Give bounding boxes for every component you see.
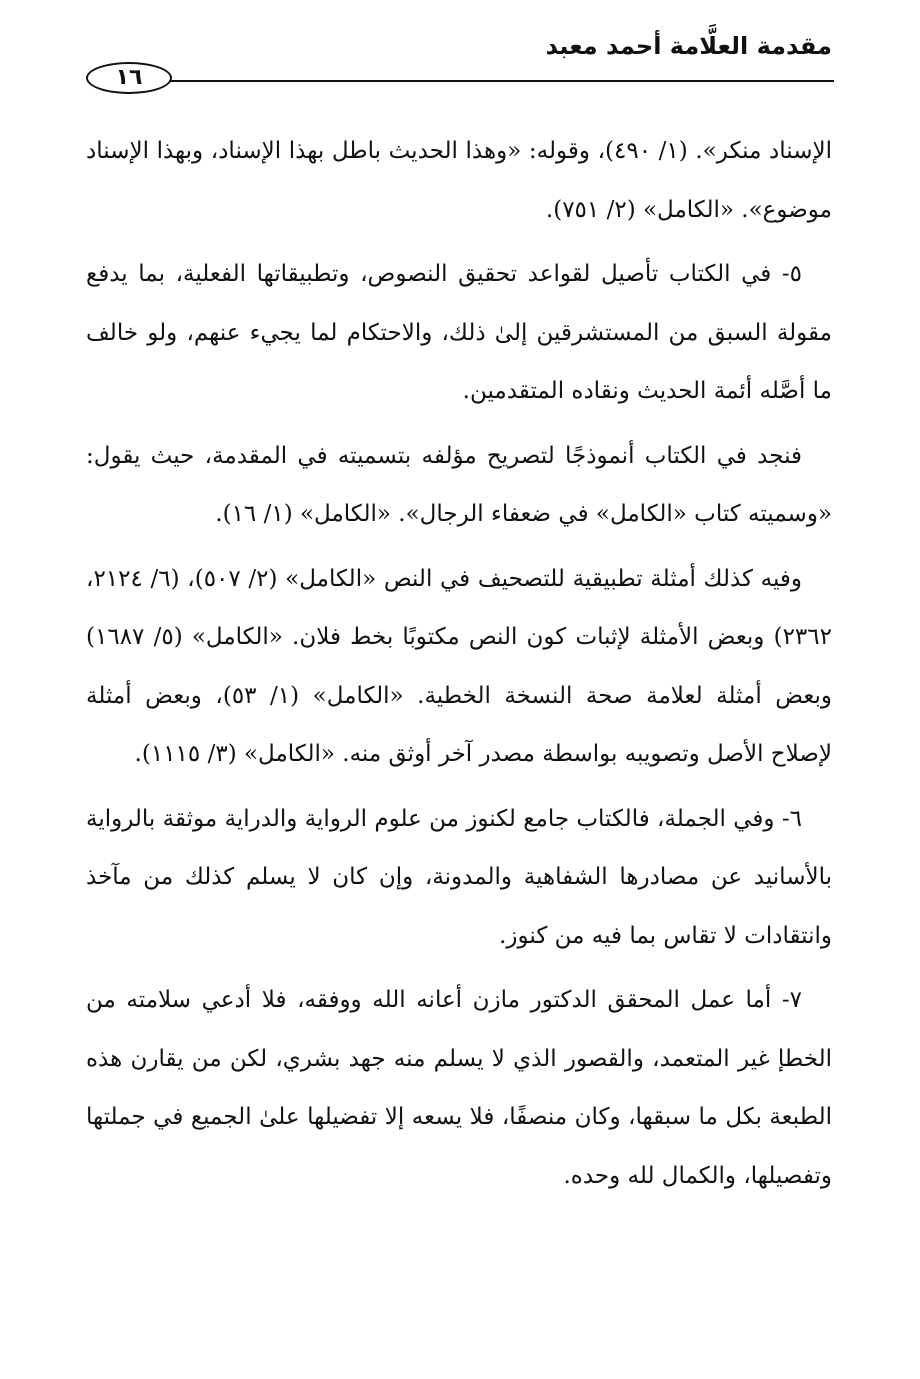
paragraph-example-naming: فنجد في الكتاب أنموذجًا لتصريح مؤلفه بتسميته في المقدمة، حيث يقول: «وسميته كتاب «الكامل» في ضعفاء الرجال». «الكامل» (١/ ١٦).: [86, 442, 832, 527]
paragraph-examples-tashif: وفيه كذلك أمثلة تطبيقية للتصحيف في النص «الكامل» (٢/ ٥٠٧)، (٦/ ٢١٢٤، ٢٣٦٢) وبعض الأمثلة لإثبات كون النص مكتوبًا بخط فلان. «الكامل» (٥/ ١٦٨٧) وبعض أمثلة لعلامة صحة النسخة الخطية. «الكامل» (١/ ٥٣)، وبعض أمثلة لإصلاح الأصل وتصويبه بواسطة مصدر آخر أوثق منه. «الكامل» (٣/ ١١١٥).: [86, 565, 832, 767]
paragraph-point-5: ٥- في الكتاب تأصيل لقواعد تحقيق النصوص، وتطبيقاتها الفعلية، بما يدفع مقولة السبق من المستشرقين إلىٰ ذلك، والاحتكام لما يجيء عنهم، ولو خالف ما أصَّله أئمة الحديث ونقاده المتقدمين.: [86, 261, 832, 404]
paragraph-continuation: الإسناد منكر». (١/ ٤٩٠)، وقوله: «وهذا الحديث باطل بهذا الإسناد، وبهذا الإسناد موضوع». «الكامل» (٢/ ٧٥١).: [86, 138, 832, 223]
paragraph-point-6: ٦- وفي الجملة، فالكتاب جامع لكنوز من علوم الرواية والدراية موثقة بالرواية بالأسانيد عن مصادرها الشفاهية والمدونة، وإن كان لا يسلم كذلك من مآخذ وانتقادات لا تقاس بما فيه من كنوز.: [86, 805, 832, 949]
page-number-badge: ١٦: [86, 62, 172, 94]
body-text: [86, 122, 832, 1211]
header-rule: [88, 80, 834, 82]
running-header-title: مقدمة العلَّامة أحمد معبد: [545, 32, 832, 60]
paragraph-point-7: ٧- أما عمل المحقق الدكتور مازن أعانه الله ووفقه، فلا أدعي سلامته من الخطإ غير المتعمد، والقصور الذي لا يسلم منه جهد بشري، لكن من يقارن هذه الطبعة بكل ما سبقها، وكان منصفًا، فلا يسعه إلا تفضيلها علىٰ الجميع في جملتها وتفصيلها، والكمال لله وحده.: [86, 987, 832, 1189]
